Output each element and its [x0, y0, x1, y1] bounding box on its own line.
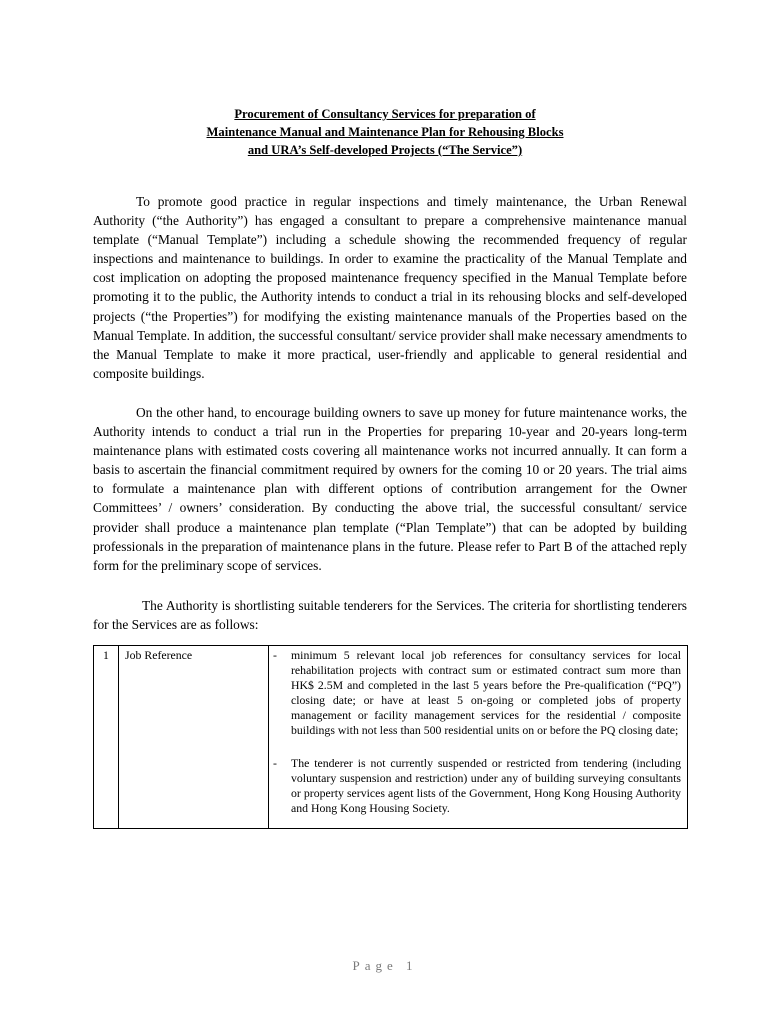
title-line-2: Maintenance Manual and Maintenance Plan for Rehousing Blocks	[206, 125, 564, 139]
row-number: 1	[94, 646, 119, 829]
page-number: Page 1	[352, 958, 418, 973]
paragraph-maintenance-plan	[93, 403, 687, 575]
paragraph-shortlisting	[93, 596, 687, 634]
paragraph-intro-text: To promote good practice in regular inspections and timely maintenance, the Urban Renewal Authority (“the Authority”) has engaged a consultant to prepare a comprehensive maintenance manual template (“Manual Template”) including a schedule showing the recommended frequency of regular inspections and maintenance to buildings. In order to examine the practicality of the Manual Template and cost implication on adopting the proposed maintenance frequency specified in the Manual Template before promoting it to the public, the Authority intends to conduct a trial in its rehousing blocks and self-developed projects (“the Properties”) for modifying the existing maintenance manuals of the Properties based on the Manual Template. In addition, the successful consultant/ service provider shall make necessary amendments to the Manual Template to make it more practical, user-friendly and applicable to general residential and composite buildings.	[93, 194, 687, 381]
criterion-text: The tenderer is not currently suspended or restricted from tendering (including voluntary suspension and restriction) under any of building surveying consultants or property services agent lists of the Government, Hong Kong Housing Authority and Hong Kong Housing Society.	[291, 756, 681, 815]
row-criteria	[269, 646, 688, 829]
criterion-item	[273, 756, 681, 816]
criteria-table	[93, 645, 688, 829]
title-line-3: and URA’s Self-developed Projects (“The Service”)	[247, 143, 523, 157]
paragraph-maintenance-plan-text: On the other hand, to encourage building owners to save up money for future maintenance works, the Authority intends to conduct a trial run in the Properties for preparing 10-year and 20-years long-term maintenance plans with estimated costs covering all maintenance works not incurred annually. It can form a basis to ascertain the financial commitment required by owners for the coming 10 or 20 years. The trial aims to formulate a maintenance plan with different options of contribution arrangement for the Owner Committees’ / owners’ consideration. By conducting the above trial, the successful consultant/ service provider shall produce a maintenance plan template (“Plan Template”) that can be adopted by building professionals in the preparation of maintenance plans in the future. Please refer to Part B of the attached reply form for the preliminary scope of services.	[93, 405, 687, 573]
table-row	[94, 646, 688, 829]
document-title	[0, 105, 770, 159]
paragraph-shortlisting-text: The Authority is shortlisting suitable tenderers for the Services. The criteria for shortlisting tenderers for the Services are as follows:	[93, 598, 687, 633]
row-label: Job Reference	[119, 646, 269, 829]
criterion-text: minimum 5 relevant local job references for consultancy services for local rehabilitation projects with contract sum or estimated contract sum more than HK$ 2.5M and completed in the last 5 years before the Pre-qualification (“PQ”) closing date; or have at least 5 on-going or completed jobs of property management or facility management services for the residential / composite buildings with not less than 500 residential units on or before the PQ closing date;	[291, 648, 681, 737]
criterion-bullet: -	[273, 648, 277, 662]
title-line-1: Procurement of Consultancy Services for preparation of	[234, 107, 536, 121]
criterion-bullet: -	[273, 756, 277, 770]
criterion-item	[273, 648, 681, 738]
paragraph-intro	[93, 192, 687, 383]
